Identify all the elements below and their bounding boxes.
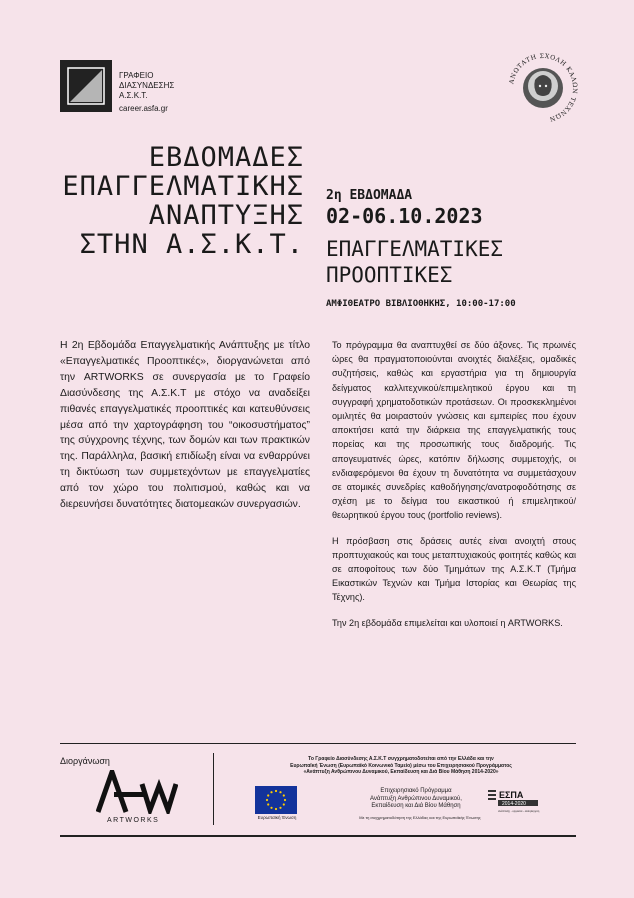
- title-line: ΕΒΔΟΜΑΔΕΣ: [148, 142, 304, 173]
- office-name-line: ΓΡΑΦΕΙΟ: [119, 71, 154, 80]
- office-logo-mark: [60, 60, 112, 112]
- title-line: ΕΠΑΓΓΕΛΜΑΤΙΚΗΣ: [62, 171, 304, 202]
- office-url[interactable]: career.asfa.gr: [119, 104, 168, 113]
- week-title: [326, 236, 503, 288]
- eu-flag-icon: [255, 786, 297, 814]
- seal-ring-text: ΑΝΩΤΑΤΗ ΣΧΟΛΗ ΚΑΛΩΝ ΤΕΧΝΩΝ: [508, 52, 579, 123]
- programme-line: Ανάπτυξη Ανθρώπινου Δυναμικού,: [370, 795, 462, 802]
- school-seal: [505, 50, 581, 126]
- title-line: ΣΤΗΝ Α.Σ.Κ.Τ.: [79, 229, 304, 260]
- footer-bottom-rule: [60, 835, 576, 837]
- espa-label: ΕΣΠΑ: [499, 790, 524, 800]
- week-dates: 02-06.10.2023: [326, 204, 483, 228]
- funding-line: Το Γραφείο Διασύνδεσης Α.Σ.Κ.Τ συγχρηματοδοτείται από την Ελλάδα και την: [308, 756, 494, 762]
- programme-name: [348, 788, 484, 811]
- programme-note: Με τη συγχρηματοδότηση της Ελλάδας και της Ευρωπαϊκής Ένωσης: [359, 815, 481, 820]
- office-logo: [60, 60, 112, 112]
- office-name-line: ΔΙΑΣΥΝΔΕΣΗΣ: [119, 81, 175, 90]
- details-paragraph: Την 2η εβδομάδα επιμελείται και υλοποιεί η ARTWORKS.: [332, 617, 563, 628]
- office-name: [119, 71, 174, 101]
- footer-divider: [60, 743, 576, 744]
- programme-line: Επιχειρησιακό Πρόγραμμα: [380, 788, 452, 794]
- funding-line: Ευρωπαϊκή Ένωση (Ευρωπαϊκό Κοινωνικό Ταμείο) μέσω του Επιχειρησιακού Προγράμματος: [290, 762, 512, 769]
- eu-label: Ευρωπαϊκή Ένωση: [257, 815, 297, 820]
- intro-paragraph: Η 2η Εβδομάδα Επαγγελματικής Ανάπτυξης με τίτλο «Επαγγελματικές Προοπτικές», διοργανώνεται από την ARTWORKS σε συνεργασία με το Γραφείο Διασύνδεσης της Α.Σ.Κ.Τ με στόχο να αναδείξει πιθανές επαγγελματικές προοπτικές και κατευθύνσεις μέσα από την χαρτογράφηση του “οικοσυστήματος” της σύγχρονης τέχνης, των δομών και των πρακτικών της. Παράλληλα, βασική επιδίωξη είναι να ενθαρρύνει τη δικτύωση των συμμετεχόντων με επαγγελματίες από τον χώρο του πολιτισμού, καθώς και να διερευνήσει δυνατότητες διατομεακών συνεργασιών.: [60, 340, 310, 511]
- espa-logo: [488, 786, 540, 814]
- intro-column: [60, 338, 310, 513]
- week-title-line: ΕΠΑΓΓΕΛΜΑΤΙΚΕΣ: [326, 237, 504, 261]
- funding-line: «Ανάπτυξη Ανθρώπινου Δυναμικού, Εκπαίδευση και Διά Βίου Μάθηση 2014-2020»: [303, 769, 499, 775]
- artworks-logo: [96, 770, 178, 814]
- programme-line: Εκπαίδευση και Διά Βίου Μάθηση: [371, 803, 461, 809]
- details-paragraph: Η πρόσβαση στις δράσεις αυτές είναι ανοιχτή στους προπτυχιακούς και τους μεταπτυχιακούς φοιτητές καθώς και σε αποφοίτους των δύο Τμημάτων της Α.Σ.Κ.Τ (Τμήμα Εικαστικών Τεχνών και Τμήμα Ιστορίας και Θεωρίας της Τέχνης).: [332, 535, 576, 603]
- details-column: [332, 338, 576, 641]
- espa-sub: ανάπτυξη - εργασία - αλληλεγγύη: [498, 809, 540, 813]
- espa-years: 2014-2020: [502, 801, 526, 807]
- funding-statement: [226, 756, 576, 776]
- organizer-label: Διοργάνωση: [60, 756, 110, 766]
- week-label: 2η ΕΒΔΟΜΑΔΑ: [326, 188, 413, 203]
- week-title-line: ΠΡΟΟΠΤΙΚΕΣ: [326, 263, 453, 287]
- venue-time: ΑΜΦΙΘΕΑΤΡΟ ΒΙΒΛΙΟΘΗΚΗΣ, 10:00-17:00: [326, 299, 516, 309]
- artworks-wordmark: ARTWORKS: [107, 817, 160, 824]
- title-line: ΑΝΑΠΤΥΞΗΣ: [148, 200, 304, 231]
- office-name-line: Α.Σ.Κ.Τ.: [119, 91, 148, 100]
- details-paragraph: Το πρόγραμμα θα αναπτυχθεί σε δύο άξονες. Τις πρωινές ώρες θα πραγματοποιούνται ανοιχτές διαλέξεις, ομαδικές συζητήσεις, καθώς και εργαστήρια για τη δημιουργία δείγματος καλλιτεχνικού/επιμελητικού έργου και τη συγγραφή χρηματοδοτικών προτάσεων. Οι προσκεκλημένοι ομιλητές θα μοιραστούν γνώσεις και εμπειρίες που έχουν αποκτήσει κατά την διάρκεια της επαγγελματικής τους πορείας και της προσωπικής τους διαδρομής. Τις απογευματινές ώρες, κατόπιν δήλωσης συμμετοχής, οι ενδιαφερόμενοι θα έχουν τη δυνατότητα να συμμετάσχουν σε ατομικές συνεδρίες καθοδήγησης/ανατροφοδότησης σε σχέση με το δείγμα του εικαστικού ή επιμελητικού/θεωρητικού έργου τους (portfolio reviews).: [332, 340, 576, 521]
- page-title: [4, 143, 304, 259]
- footer-vertical-divider: [213, 753, 214, 825]
